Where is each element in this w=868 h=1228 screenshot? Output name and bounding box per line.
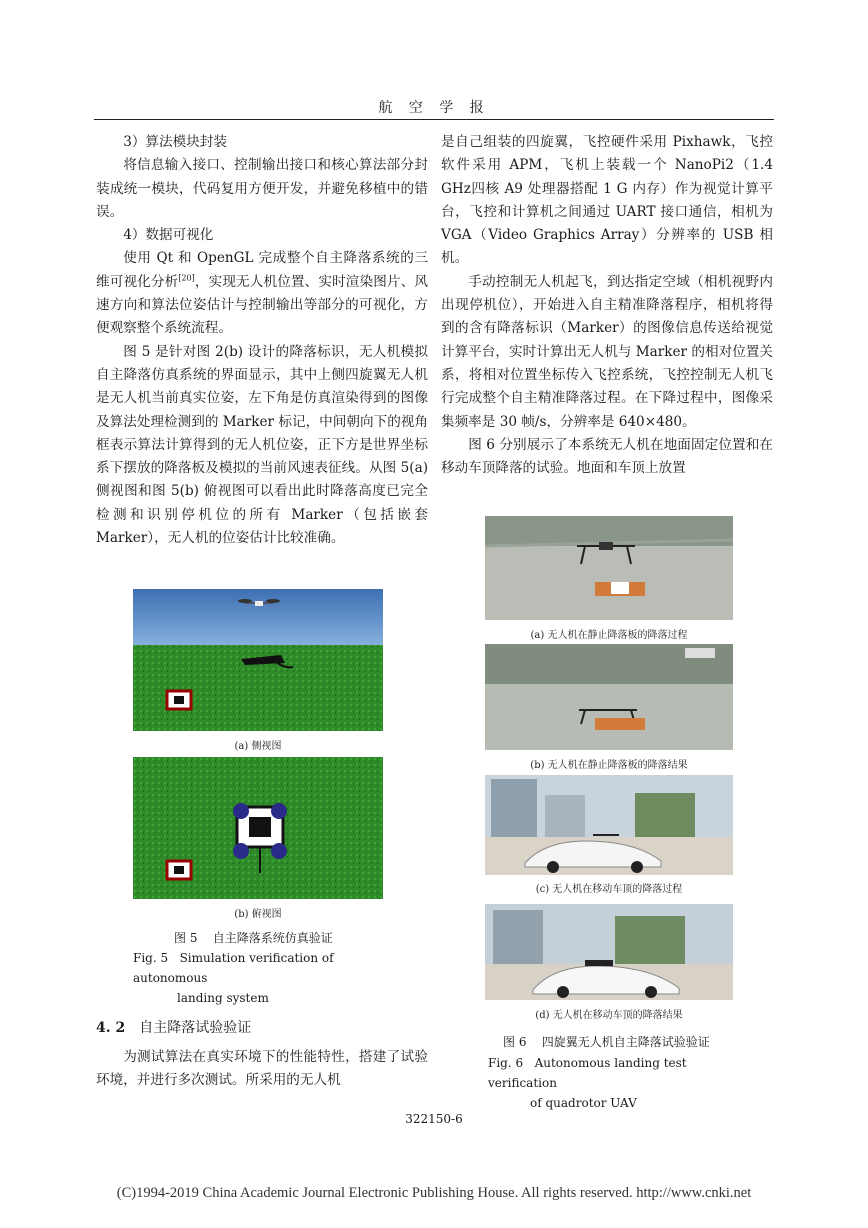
fig5-number: 图 5 [174,931,198,945]
fig5-number-en: Fig. 5 [133,951,169,965]
figure6b-photo [485,644,733,750]
header-rule [94,119,774,120]
left-column [96,131,428,550]
paragraph-hardware: 是自己组装的四旋翼，飞控硬件采用 Pixhawk，飞控软件采用 APM，飞机上装载一个 NanoPi2（1.4 GHz四核 A9 处理器搭配 1 G 内存）作为视觉计算平台，飞控和计算机之间通过 UART 接口通信，相机为 VGA（Video Graphics Array）分辨率的 USB 相机。 [441,134,773,267]
paragraph-figure5-description: 图 5 是针对图 2(b) 设计的降落标识，无人机模拟自主降落仿真系统的界面显示，其中上侧四旋翼无人机是无人机当前真实位姿，左下角是仿真渲染得到的图像及算法处理检测到的 Marker 标记，中间朝向下的视角框表示算法计算得到的无人机位姿，正下方是世界坐标系下摆放的降落板及模拟的当前风速表征线。从图 5(a) 侧视图和图 5(b) 俯视图可以看出此时降落高度已完全检测和识别停机位的所有 Marker（包括嵌套 Marker），无人机的位姿估计比较准确。 [96,343,428,547]
figure6c-caption: (c) 无人机在移动车顶的降落过程 [535,884,683,895]
paragraph-module: 将信息输入接口、控制输出接口和核心算法部分封装成统一模块，代码复用方便开发，并避免移植中的错误。 [96,157,428,220]
figure5a-side-view-image [133,589,383,731]
figure6d-caption: (d) 无人机在移动车顶的降落结果 [535,1010,683,1021]
paragraph-test-setup: 为测试算法在真实环境下的性能特性，搭建了试验环境，并进行多次测试。所采用的无人机 [96,1049,428,1089]
fig5-title-en-1: Simulation verification of autonomous [133,951,334,985]
figure5b-top-view-image [133,757,383,899]
fig5-title-en-2: landing system [177,991,269,1005]
section-heading [96,1017,251,1037]
figure5 [133,589,383,889]
figure6b-caption: (b) 无人机在静止降落板的降落结果 [530,760,688,771]
reference-mark: [20] [178,273,195,283]
figure6a-caption: (a) 无人机在静止降落板的降落过程 [530,630,688,641]
section-title: 自主降落试验验证 [139,1020,252,1036]
fig6-number-en: Fig. 6 [488,1056,524,1070]
fig6-title-cn: 四旋翼无人机自主降落试验验证 [541,1035,710,1049]
page-number: 322150-6 [405,1112,463,1126]
landing-board-b [595,718,645,730]
figure6 [485,516,733,1016]
right-column [441,131,773,480]
figure6-caption-en [488,1053,748,1113]
top-view-render [133,757,383,899]
copyright-footer: (C)1994-2019 China Academic Journal Electronic Publishing House. All rights reserved. http://www.cnki.net [116,1185,752,1201]
fig6-title-en-2: of quadrotor UAV [530,1096,637,1110]
paragraph-figure6-intro: 图 6 分别展示了本系统无人机在地面固定位置和在移动车顶降落的试验。地面和车顶上放置 [441,436,773,477]
subheading-visualization: 4）数据可视化 [123,227,214,244]
fig6-title-en-1: Autonomous landing test verification [488,1056,687,1090]
figure6a-photo [485,516,733,620]
journal-header: 航 空 学 报 [378,100,490,116]
fig5-title-cn: 自主降落系统仿真验证 [212,931,333,945]
paragraph-visualization [96,247,428,340]
figure6-caption-cn [503,1032,710,1052]
left-bottom-column [96,1046,428,1093]
vis-text-2: ，实现无人机位置、实时渲染图片、风速方向和算法位姿估计与控制输出等部分的可视化，方便观察整个系统流程。 [96,273,429,337]
subheading-algorithm-module: 3）算法模块封装 [123,134,227,150]
paragraph-procedure: 手动控制无人机起飞，到达指定空域（相机视野内出现停机位），开始进入自主精准降落程序，相机将得到的含有降落标识（Marker）的图像信息传送给视觉计算平台，实时计算出无人机与 Marker 的相对位置关系，将相对位置坐标传入飞控系统，飞控控制无人机飞行完成整个自主精准降落过程。在下降过程中，图像采集频率是 30 帧/s，分辨率是 640×480。 [441,273,773,430]
vis-text-1: 使用 Qt 和 OpenGL 完成整个自主降落系统的三维可视化分析 [96,250,428,290]
figure6c-photo [485,775,733,875]
section-number: 4. 2 [96,1020,126,1036]
figure6d-photo [485,904,733,1000]
figure5a-caption: (a) 侧视图 [234,741,282,752]
side-view-render [133,589,383,731]
figure5-caption-en [133,948,393,1008]
figure5b-caption: (b) 俯视图 [234,909,282,920]
fig6-number: 图 6 [503,1035,527,1049]
figure5-caption-cn [174,928,333,948]
